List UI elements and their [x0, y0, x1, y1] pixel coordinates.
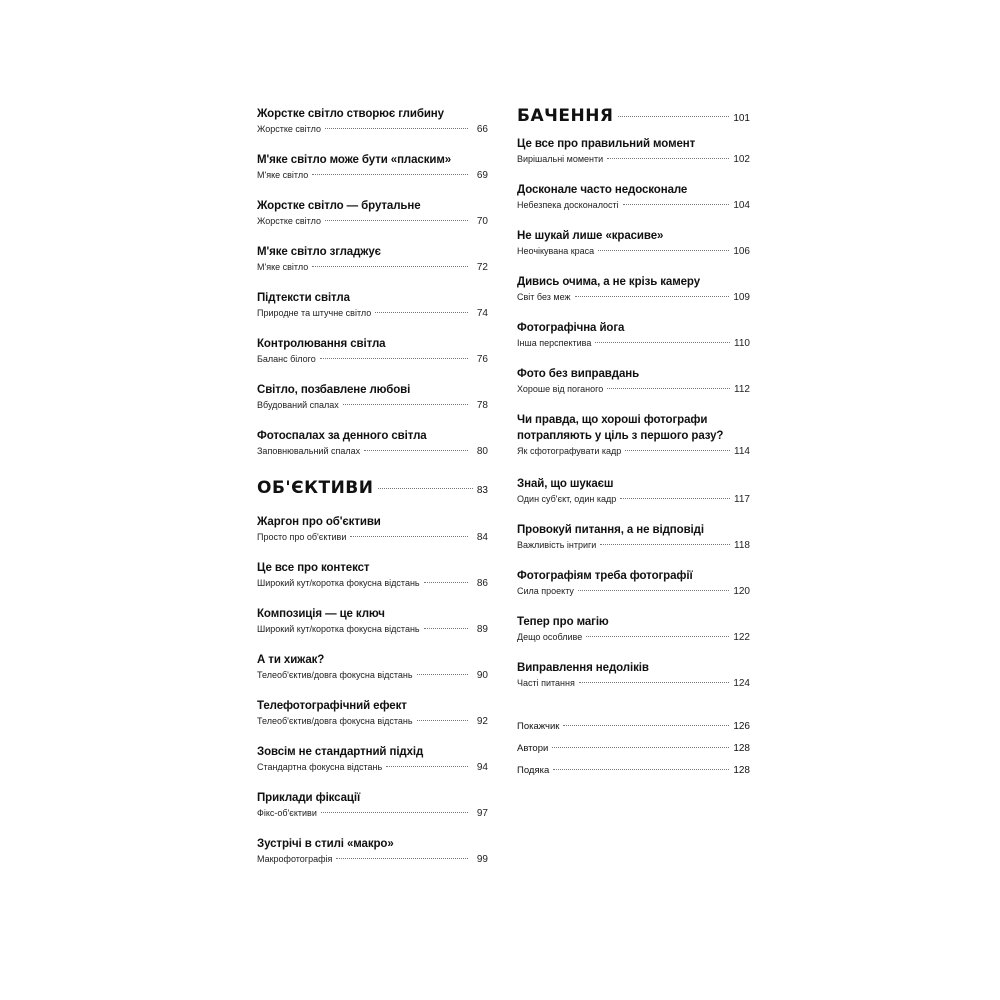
toc-entry-title: Фотографічна йога — [517, 322, 625, 334]
toc-entry-subtitle: Широкий кут/коротка фокусна відстань — [257, 624, 420, 634]
toc-page-number: 92 — [476, 716, 488, 727]
section-page-number: 83 — [476, 485, 488, 496]
toc-entry-title: А ти хижак? — [257, 654, 325, 666]
toc-appendix-label: Автори — [517, 743, 549, 754]
toc-entry-title: Дивись очима, а не крізь камеру — [517, 276, 700, 288]
dot-leader — [607, 158, 729, 159]
toc-entry — [257, 106, 488, 152]
dot-leader — [607, 388, 730, 389]
toc-entry-title: Композиція — це ключ — [257, 608, 385, 620]
section-title: БАЧЕННЯ — [517, 106, 614, 126]
toc-entry — [517, 136, 750, 182]
toc-page-number: 112 — [734, 384, 750, 395]
toc-page-number: 118 — [734, 540, 750, 551]
dot-leader — [579, 682, 729, 683]
toc-entry-subline — [257, 168, 488, 183]
toc-entry-title: Приклади фіксації — [257, 792, 361, 804]
toc-entry-subline — [517, 382, 750, 397]
toc-entry-subline — [517, 444, 750, 459]
dot-leader — [563, 725, 729, 726]
toc-entry-subtitle: Жорстке світло — [257, 124, 321, 134]
toc-entry-subline — [517, 244, 750, 259]
dot-leader — [424, 628, 468, 629]
toc-page-number: 128 — [733, 765, 750, 776]
toc-entry-title: Тепер про магію — [517, 616, 609, 628]
dot-leader — [312, 266, 468, 267]
toc-entry — [517, 228, 750, 274]
toc-page-number: 99 — [476, 854, 488, 865]
toc-entry-subtitle: Баланс білого — [257, 354, 316, 364]
section-title: ОБ'ЄКТИВИ — [257, 478, 374, 498]
toc-entry-title: Не шукай лише «красиве» — [517, 230, 664, 242]
toc-entry — [257, 428, 488, 474]
toc-appendix-entry — [517, 720, 750, 742]
toc-entry-title: Це все про контекст — [257, 562, 370, 574]
toc-entry — [257, 244, 488, 290]
toc-entry-subline — [257, 806, 488, 821]
toc-page-number: 78 — [476, 400, 488, 411]
dot-leader — [325, 220, 468, 221]
toc-entry-subtitle: Небезпека досконалості — [517, 200, 619, 210]
toc-page-number: 66 — [476, 124, 488, 135]
toc-entry — [517, 274, 750, 320]
toc-entry-subtitle: Світ без меж — [517, 292, 571, 302]
dot-leader — [620, 498, 730, 499]
toc-entry-subtitle: Стандартна фокусна відстань — [257, 762, 383, 772]
toc-entry — [517, 320, 750, 366]
toc-entry-subtitle: Природне та штучне світло — [257, 308, 372, 318]
toc-entry-subline — [517, 492, 750, 507]
toc-page-number: 97 — [476, 808, 488, 819]
toc-page-number: 128 — [733, 743, 750, 754]
toc-left-column — [257, 106, 488, 882]
dot-leader — [578, 590, 729, 591]
toc-page-number: 117 — [734, 494, 750, 505]
dot-leader — [364, 450, 468, 451]
toc-entry-title: Це все про правильний момент — [517, 138, 696, 150]
toc-entry-title: Контролювання світла — [257, 338, 386, 350]
toc-entry-subline — [257, 260, 488, 275]
toc-entry-title: Зустрічі в стилі «макро» — [257, 838, 394, 850]
toc-entry-subtitle: М'яке світло — [257, 262, 309, 272]
section-heading-vision — [517, 106, 750, 136]
toc-page-number: 69 — [476, 170, 488, 181]
toc-entry-subline — [257, 668, 488, 683]
dot-leader — [321, 812, 468, 813]
toc-entry — [257, 198, 488, 244]
dot-leader — [618, 116, 730, 117]
toc-page-number: 76 — [476, 354, 488, 365]
toc-entry-subline — [257, 352, 488, 367]
dot-leader — [336, 858, 468, 859]
toc-entry — [257, 698, 488, 744]
toc-entry-subline — [517, 584, 750, 599]
toc-entry-subline — [517, 336, 750, 351]
toc-entry — [517, 366, 750, 412]
toc-entry-title: Досконале часто недосконале — [517, 184, 688, 196]
toc-entry — [257, 744, 488, 790]
toc-page-number: 70 — [476, 216, 488, 227]
toc-entry-title: М'яке світло згладжує — [257, 246, 381, 258]
toc-entry-title: Фотоспалах за денного світла — [257, 430, 427, 442]
toc-entry-subline — [257, 576, 488, 591]
toc-entry-subtitle: Дещо особливе — [517, 632, 583, 642]
toc-entry-subtitle: Жорстке світло — [257, 216, 321, 226]
toc-page-number: 90 — [476, 670, 488, 681]
toc-entry — [517, 660, 750, 706]
spacer — [517, 706, 750, 720]
toc-page-number: 84 — [476, 532, 488, 543]
toc-page-number: 114 — [734, 446, 750, 457]
toc-page-number: 106 — [733, 246, 750, 257]
toc-entry-subtitle: Заповнювальний спалах — [257, 446, 361, 456]
toc-entry-title: Телефотографічний ефект — [257, 700, 407, 712]
toc-entry — [517, 522, 750, 568]
toc-entry-title: Фотографіям треба фотографії — [517, 570, 693, 582]
toc-entry — [257, 152, 488, 198]
toc-entry — [257, 560, 488, 606]
toc-entry-subline — [257, 760, 488, 775]
toc-entry-title: Фото без виправдань — [517, 368, 640, 380]
toc-entry-subtitle: М'яке світло — [257, 170, 309, 180]
toc-entry-title: Провокуй питання, а не відповіді — [517, 524, 704, 536]
section-heading-lenses — [257, 478, 488, 514]
toc-page-number: 126 — [733, 721, 750, 732]
toc-entry-subline — [257, 852, 488, 867]
toc-entry — [257, 606, 488, 652]
toc-entry-subtitle: Часті питання — [517, 678, 575, 688]
toc-page-number: 104 — [733, 200, 750, 211]
toc-appendix-entry — [517, 764, 750, 786]
toc-page-number: 86 — [476, 578, 488, 589]
toc-page-number: 122 — [733, 632, 750, 643]
toc-entry — [517, 412, 750, 476]
toc-entry-subline — [257, 714, 488, 729]
dot-leader — [320, 358, 468, 359]
dot-leader — [623, 204, 730, 205]
dot-leader — [424, 582, 468, 583]
toc-entry-subtitle: Як сфотографувати кадр — [517, 446, 622, 456]
toc-entry-subtitle: Вирішальні моменти — [517, 154, 604, 164]
toc-entry — [257, 514, 488, 560]
toc-entry-subtitle: Один суб'єкт, один кадр — [517, 494, 617, 504]
toc-entry-subline — [257, 398, 488, 413]
dot-leader — [575, 296, 730, 297]
toc-entry-subtitle: Широкий кут/коротка фокусна відстань — [257, 578, 420, 588]
toc-appendix-label: Покажчик — [517, 721, 560, 732]
toc-entry-subline — [517, 198, 750, 213]
dot-leader — [552, 747, 729, 748]
dot-leader — [595, 342, 730, 343]
toc-entry-subline — [517, 152, 750, 167]
toc-entry-subline — [257, 444, 488, 459]
toc-page-number: 74 — [476, 308, 488, 319]
toc-entry-title: Підтексти світла — [257, 292, 350, 304]
toc-entry-subline — [257, 122, 488, 137]
toc-page-number: 89 — [476, 624, 488, 635]
toc-entry — [257, 382, 488, 428]
dot-leader — [586, 636, 729, 637]
toc-entry-title: Жорстке світло — брутальне — [257, 200, 421, 212]
toc-entry-subline — [257, 622, 488, 637]
toc-entry-subtitle: Макрофотографія — [257, 854, 333, 864]
toc-entry-subtitle: Вбудований спалах — [257, 400, 339, 410]
toc-entry-subtitle: Сила проекту — [517, 586, 574, 596]
toc-entry-subline — [257, 214, 488, 229]
toc-entry-title: М'яке світло може бути «пласким» — [257, 154, 452, 166]
dot-leader — [312, 174, 468, 175]
dot-leader — [378, 488, 473, 489]
toc-entry — [257, 336, 488, 382]
toc-entry — [257, 652, 488, 698]
toc-page-number: 102 — [733, 154, 750, 165]
toc-entry-title: Знай, що шукаєш — [517, 478, 614, 490]
dot-leader — [343, 404, 468, 405]
toc-entry — [517, 476, 750, 522]
section-page-number: 101 — [733, 113, 750, 124]
dot-leader — [625, 450, 730, 451]
toc-page-number: 80 — [476, 446, 488, 457]
toc-entry — [517, 614, 750, 660]
toc-entry-subtitle: Телеоб'єктив/довга фокусна відстань — [257, 670, 413, 680]
toc-entry — [517, 568, 750, 614]
toc-entry — [257, 836, 488, 882]
toc-entry-subtitle: Неочікувана краса — [517, 246, 595, 256]
dot-leader — [600, 544, 730, 545]
toc-page-number: 110 — [734, 338, 750, 349]
dot-leader — [375, 312, 468, 313]
toc-page-number: 94 — [476, 762, 488, 773]
toc-entry-subtitle: Хороше від поганого — [517, 384, 604, 394]
toc-entry-subline — [517, 630, 750, 645]
toc-page-number: 72 — [476, 262, 488, 273]
toc-entry-title: Чи правда, що хороші фотографи потрапляють у ціль з першого разу? — [517, 414, 724, 442]
toc-page-number: 109 — [733, 292, 750, 303]
toc-entry-subtitle: Інша перспектива — [517, 338, 592, 348]
toc-entry-subtitle: Телеоб'єктив/довга фокусна відстань — [257, 716, 413, 726]
toc-entry-subline — [517, 290, 750, 305]
toc-entry-title: Світло, позбавлене любові — [257, 384, 411, 396]
toc-page-number: 120 — [733, 586, 750, 597]
toc-entry-title: Жорстке світло створює глибину — [257, 108, 444, 120]
dot-leader — [553, 769, 729, 770]
toc-entry-title: Зовсім не стандартний підхід — [257, 746, 424, 758]
dot-leader — [386, 766, 468, 767]
toc-entry — [517, 182, 750, 228]
dot-leader — [325, 128, 468, 129]
toc-entry-subline — [517, 676, 750, 691]
toc-entry-subline — [257, 530, 488, 545]
toc-entry-subtitle: Важливість інтриги — [517, 540, 597, 550]
toc-appendix-entry — [517, 742, 750, 764]
toc-entry-subtitle: Просто про об'єктиви — [257, 532, 347, 542]
toc-entry — [257, 290, 488, 336]
toc-page-number: 124 — [733, 678, 750, 689]
toc-entry-title: Виправлення недоліків — [517, 662, 649, 674]
dot-leader — [417, 720, 468, 721]
toc-entry-subline — [517, 538, 750, 553]
toc-entry-subtitle: Фікс-об'єктиви — [257, 808, 317, 818]
dot-leader — [350, 536, 468, 537]
toc-right-column — [517, 106, 750, 786]
toc-entry-title: Жаргон про об'єктиви — [257, 516, 381, 528]
toc-appendix-label: Подяка — [517, 765, 550, 776]
toc-entry-subline — [257, 306, 488, 321]
toc-entry — [257, 790, 488, 836]
dot-leader — [417, 674, 468, 675]
dot-leader — [598, 250, 729, 251]
